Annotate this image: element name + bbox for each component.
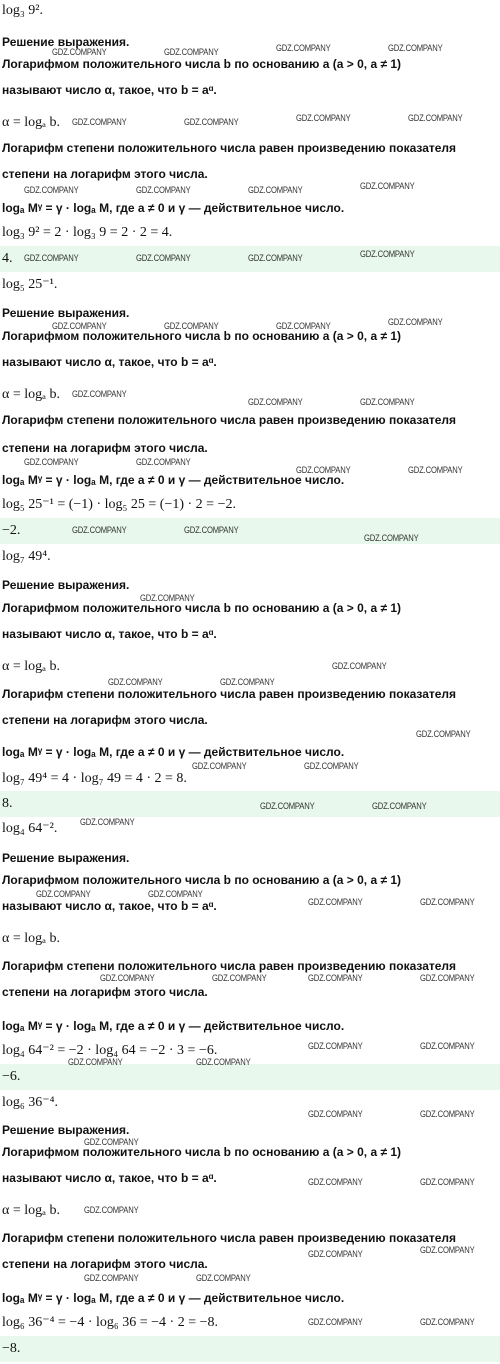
watermark: GDZ.COMPANY (420, 973, 475, 983)
watermark: GDZ.COMPANY (296, 113, 351, 123)
rule-line1-4: Логарифм степени положительного числа равен произведению показателя (2, 959, 457, 973)
expression-5: log₆ 36⁻⁴. (2, 1095, 59, 1110)
watermark: GDZ.COMPANY (420, 1317, 475, 1327)
watermark: GDZ.COMPANY (72, 389, 127, 399)
watermark: GDZ.COMPANY (52, 47, 107, 57)
heading-1: Решение выражения. (2, 35, 130, 49)
calculation-5: log₆ 36⁻⁴ = −4 · log₆ 36 = −4 · 2 = −8. (2, 1315, 219, 1330)
watermark: GDZ.COMPANY (420, 1245, 475, 1255)
watermark: GDZ.COMPANY (68, 1057, 123, 1067)
watermark: GDZ.COMPANY (148, 889, 203, 899)
heading-4: Решение выражения. (2, 851, 130, 865)
watermark: GDZ.COMPANY (308, 973, 363, 983)
watermark: GDZ.COMPANY (332, 661, 387, 671)
watermark: GDZ.COMPANY (24, 253, 79, 263)
rule-line1-1: Логарифм степени положительного числа равен произведению показателя (2, 141, 457, 155)
definition-line2-5: называют число α, такое, что b = aᵅ. (2, 1171, 217, 1185)
watermark: GDZ.COMPANY (136, 185, 191, 195)
watermark: GDZ.COMPANY (72, 117, 127, 127)
watermark: GDZ.COMPANY (360, 397, 415, 407)
rule-line2-5: степени на логарифм этого числа. (2, 1257, 208, 1271)
watermark: GDZ.COMPANY (24, 457, 79, 467)
definition-line1-3: Логарифмом положительного числа b по основанию a (a > 0, a ≠ 1) (2, 601, 402, 615)
answer-2: −2. (2, 523, 21, 538)
rule-line2-2: степени на логарифм этого числа. (2, 441, 208, 455)
rule-line1-2: Логарифм степени положительного числа равен произведению показателя (2, 413, 457, 427)
expression-4: log₄ 64⁻². (2, 821, 58, 836)
watermark: GDZ.COMPANY (108, 677, 163, 687)
heading-5: Решение выражения. (2, 1123, 130, 1137)
watermark: GDZ.COMPANY (420, 897, 475, 907)
watermark: GDZ.COMPANY (276, 321, 331, 331)
watermark: GDZ.COMPANY (372, 801, 427, 811)
watermark: GDZ.COMPANY (212, 973, 267, 983)
answer-3: 8. (2, 796, 13, 811)
watermark: GDZ.COMPANY (136, 253, 191, 263)
watermark: GDZ.COMPANY (140, 593, 195, 603)
answer-1: 4. (2, 251, 13, 266)
watermark: GDZ.COMPANY (184, 525, 239, 535)
watermark: GDZ.COMPANY (420, 1109, 475, 1119)
formula-2: α = logₐ b. (2, 387, 60, 402)
watermark: GDZ.COMPANY (420, 1041, 475, 1051)
watermark: GDZ.COMPANY (388, 317, 443, 327)
heading-3: Решение выражения. (2, 578, 130, 592)
rule-line1-5: Логарифм степени положительного числа равен произведению показателя (2, 1231, 457, 1245)
watermark: GDZ.COMPANY (308, 1177, 363, 1187)
watermark: GDZ.COMPANY (304, 761, 359, 771)
watermark: GDZ.COMPANY (196, 1273, 251, 1283)
rule-line1-3: Логарифм степени положительного числа равен произведению показателя (2, 687, 457, 701)
watermark: GDZ.COMPANY (416, 729, 471, 739)
watermark: GDZ.COMPANY (308, 1109, 363, 1119)
calculation-1: log₃ 9² = 2 · log₃ 9 = 2 · 2 = 4. (2, 225, 173, 240)
watermark: GDZ.COMPANY (192, 761, 247, 771)
rule-formula-3: logₐ Mᵞ = γ · logₐ M, где a ≠ 0 и γ — действительное число. (2, 745, 345, 759)
watermark: GDZ.COMPANY (36, 889, 91, 899)
watermark: GDZ.COMPANY (364, 533, 419, 543)
watermark: GDZ.COMPANY (260, 801, 315, 811)
rule-line2-1: степени на логарифм этого числа. (2, 167, 208, 181)
formula-1: α = logₐ b. (2, 115, 60, 130)
watermark: GDZ.COMPANY (164, 47, 219, 57)
watermark: GDZ.COMPANY (52, 321, 107, 331)
watermark: GDZ.COMPANY (100, 973, 155, 983)
watermark: GDZ.COMPANY (248, 397, 303, 407)
watermark: GDZ.COMPANY (276, 43, 331, 53)
watermark: GDZ.COMPANY (184, 117, 239, 127)
rule-line2-3: степени на логарифм этого числа. (2, 713, 208, 727)
definition-line2-4: называют число α, такое, что b = aᵅ. (2, 899, 217, 913)
watermark: GDZ.COMPANY (308, 1041, 363, 1051)
expression-3: log₇ 49⁴. (2, 549, 51, 564)
formula-4: α = logₐ b. (2, 931, 60, 946)
watermark: GDZ.COMPANY (220, 677, 275, 687)
watermark: GDZ.COMPANY (360, 249, 415, 259)
watermark: GDZ.COMPANY (360, 181, 415, 191)
formula-5: α = logₐ b. (2, 1203, 60, 1218)
watermark: GDZ.COMPANY (388, 43, 443, 53)
watermark: GDZ.COMPANY (164, 321, 219, 331)
watermark: GDZ.COMPANY (24, 185, 79, 195)
watermark: GDZ.COMPANY (84, 1205, 139, 1215)
formula-3: α = logₐ b. (2, 659, 60, 674)
definition-line1-2: Логарифмом положительного числа b по основанию a (a > 0, a ≠ 1) (2, 329, 402, 343)
rule-formula-4: logₐ Mᵞ = γ · logₐ M, где a ≠ 0 и γ — действительное число. (2, 1019, 345, 1033)
rule-line2-4: степени на логарифм этого числа. (2, 985, 208, 999)
watermark: GDZ.COMPANY (84, 1273, 139, 1283)
watermark: GDZ.COMPANY (296, 465, 351, 475)
heading-2: Решение выражения. (2, 306, 130, 320)
watermark: GDZ.COMPANY (248, 185, 303, 195)
calculation-4: log₄ 64⁻² = −2 · log₄ 64 = −2 · 3 = −6. (2, 1043, 218, 1058)
answer-5: −8. (2, 1341, 21, 1356)
watermark: GDZ.COMPANY (196, 1057, 251, 1067)
watermark: GDZ.COMPANY (84, 1137, 139, 1147)
answer-4: −6. (2, 1069, 21, 1084)
watermark: GDZ.COMPANY (72, 525, 127, 535)
watermark: GDZ.COMPANY (420, 1177, 475, 1187)
watermark: GDZ.COMPANY (308, 897, 363, 907)
answer-row-4 (0, 1064, 500, 1090)
rule-formula-5: logₐ Mᵞ = γ · logₐ M, где a ≠ 0 и γ — действительное число. (2, 1291, 345, 1305)
calculation-3: log₇ 49⁴ = 4 · log₇ 49 = 4 · 2 = 8. (2, 771, 187, 786)
definition-line2-2: называют число α, такое, что b = aᵅ. (2, 355, 217, 369)
watermark: GDZ.COMPANY (248, 253, 303, 263)
watermark: GDZ.COMPANY (408, 465, 463, 475)
definition-line2-1: называют число α, такое, что b = aᵅ. (2, 83, 217, 97)
answer-row-5 (0, 1336, 500, 1362)
watermark: GDZ.COMPANY (80, 817, 135, 827)
rule-formula-1: logₐ Mᵞ = γ · logₐ M, где a ≠ 0 и γ — действительное число. (2, 201, 345, 215)
watermark: GDZ.COMPANY (308, 1317, 363, 1327)
definition-line1-5: Логарифмом положительного числа b по основанию a (a > 0, a ≠ 1) (2, 1145, 402, 1159)
expression-2: log₅ 25⁻¹. (2, 277, 58, 292)
expression-1: log₃ 9². (2, 3, 43, 18)
watermark: GDZ.COMPANY (308, 1249, 363, 1259)
watermark: GDZ.COMPANY (136, 457, 191, 467)
calculation-2: log₅ 25⁻¹ = (−1) · log₅ 25 = (−1) · 2 = −2. (2, 497, 236, 512)
watermark: GDZ.COMPANY (408, 113, 463, 123)
definition-line1-1: Логарифмом положительного числа b по основанию a (a > 0, a ≠ 1) (2, 57, 402, 71)
definition-line1-4: Логарифмом положительного числа b по основанию a (a > 0, a ≠ 1) (2, 873, 402, 887)
definition-line2-3: называют число α, такое, что b = aᵅ. (2, 627, 217, 641)
rule-formula-2: logₐ Mᵞ = γ · logₐ M, где a ≠ 0 и γ — действительное число. (2, 473, 345, 487)
